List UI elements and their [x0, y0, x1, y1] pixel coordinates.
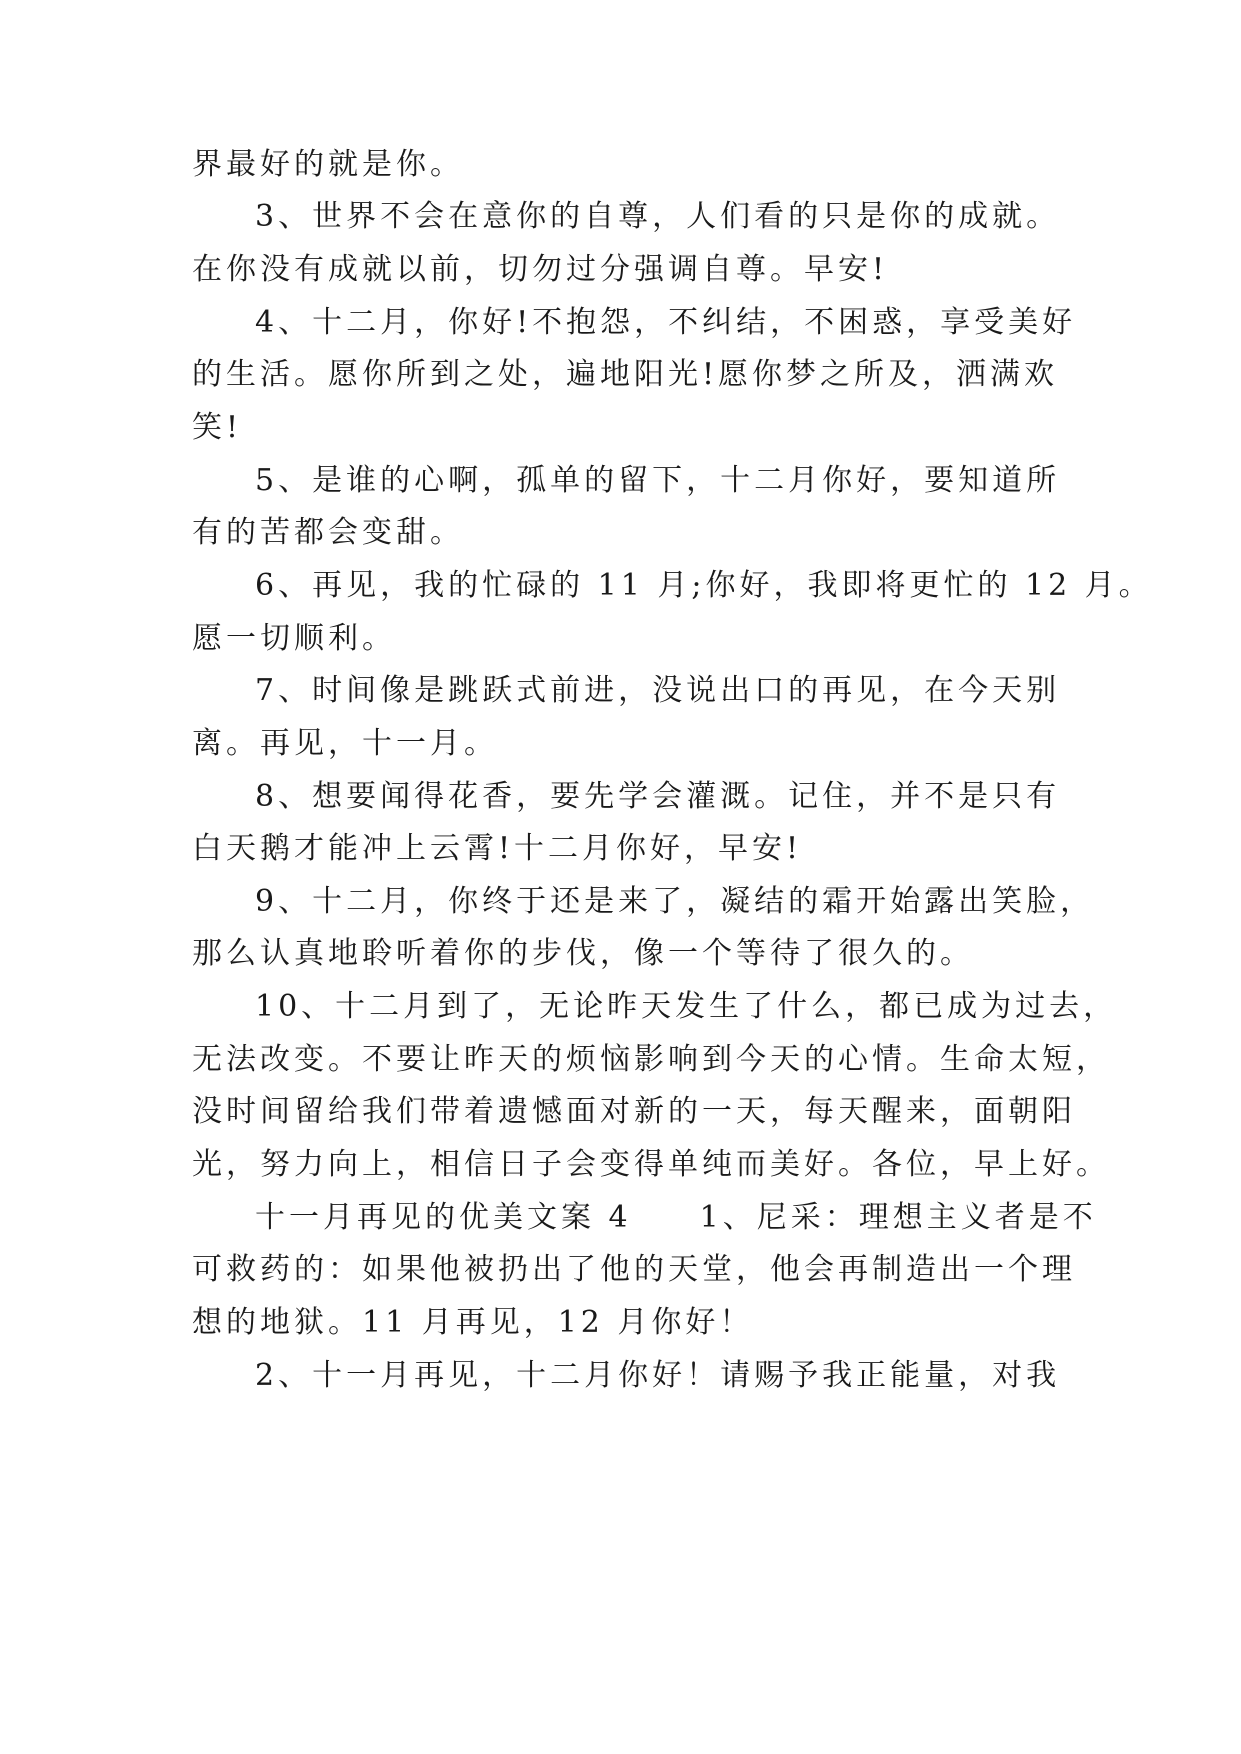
text-line-16: 那么认真地聆听着你的步伐，像一个等待了很久的。: [192, 936, 974, 971]
text-line-24: 2、十一月再见，十二月你好！请赐予我正能量，对我: [255, 1358, 1061, 1393]
text-line-22: 可救药的：如果他被扔出了他的天堂，他会再制造出一个理: [192, 1252, 1076, 1287]
text-line-19: 没时间留给我们带着遗憾面对新的一天，每天醒来，面朝阳: [192, 1094, 1076, 1129]
text-line-12: 离。再见，十一月。: [192, 726, 498, 761]
text-line-3: 在你没有成就以前，切勿过分强调自尊。早安!: [192, 252, 889, 287]
text-line-4: 4、十二月，你好!不抱怨，不纠结，不困惑，享受美好: [255, 305, 1077, 340]
text-line-5: 的生活。愿你所到之处，遍地阳光!愿你梦之所及，洒满欢: [192, 357, 1059, 392]
text-line-8: 有的苦都会变甜。: [192, 515, 464, 550]
text-line-17: 10、十二月到了，无论昨天发生了什么，都已成为过去，: [255, 989, 1118, 1024]
text-line-11: 7、时间像是跳跃式前进，没说出口的再见，在今天别: [255, 673, 1061, 708]
text-line-6: 笑!: [192, 410, 243, 445]
text-line-10: 愿一切顺利。: [192, 621, 396, 656]
text-line-7: 5、是谁的心啊，孤单的留下，十二月你好，要知道所: [255, 463, 1061, 498]
text-line-13: 8、想要闻得花香，要先学会灌溉。记住，并不是只有: [255, 779, 1061, 814]
text-line-20: 光，努力向上，相信日子会变得单纯而美好。各位，早上好。: [192, 1147, 1110, 1182]
text-line-9: 6、再见，我的忙碌的 11 月;你好，我即将更忙的 12 月。: [255, 568, 1153, 603]
text-line-18: 无法改变。不要让昨天的烦恼影响到今天的心情。生命太短，: [192, 1042, 1110, 1077]
text-line-2: 3、世界不会在意你的自尊，人们看的只是你的成就。: [255, 199, 1061, 234]
text-line-14: 白天鹅才能冲上云霄!十二月你好，早安!: [192, 831, 803, 866]
text-line-1: 界最好的就是你。: [192, 147, 464, 182]
text-line-21: 十一月再见的优美文案 4 1、尼采：理想主义者是不: [255, 1200, 1097, 1235]
text-line-15: 9、十二月，你终于还是来了，凝结的霜开始露出笑脸，: [255, 884, 1095, 919]
text-line-23: 想的地狱。11 月再见，12 月你好！: [192, 1305, 754, 1340]
